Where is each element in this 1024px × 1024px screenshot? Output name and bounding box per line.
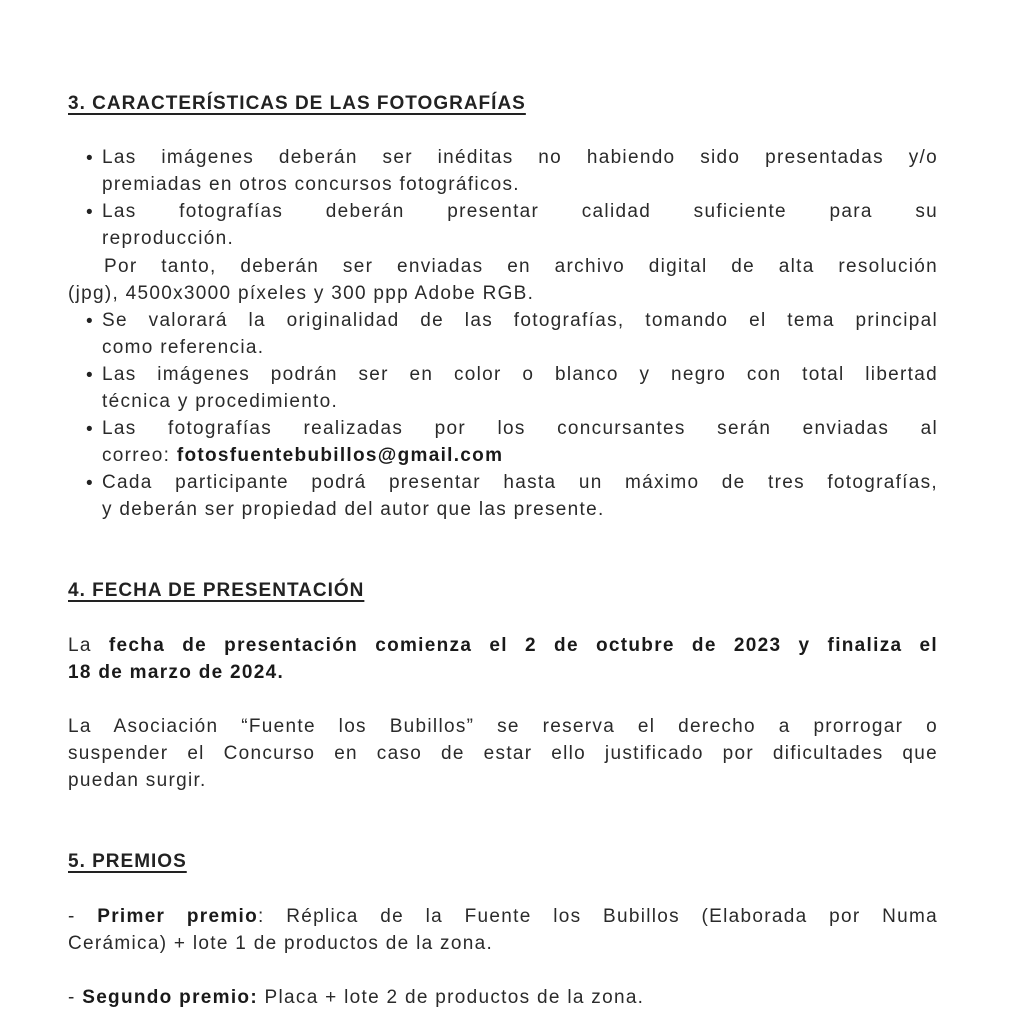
bullet-text-line: Las fotografías realizadas por los concursantes serán enviadas al [102,418,938,439]
prize-line [68,987,644,1009]
paragraph-prefix: La [68,635,109,656]
bullet-text-line: premiadas en otros concursos fotográficos. [102,174,520,195]
prize-label: Segundo premio: [82,987,258,1008]
bullet-icon: • [86,473,93,494]
paragraph-line: La Asociación “Fuente los Bubillos” se reserva el derecho a prorrogar o [68,716,938,737]
email-link[interactable]: fotosfuentebubillos@gmail.com [176,445,504,466]
paragraph-line [68,662,284,684]
prize-text: : Réplica de la Fuente los Bubillos (Elaborada por Numa [258,906,938,927]
paragraph-line: puedan surgir. [68,770,207,791]
bullet-text-line: Las imágenes deberán ser inéditas no habiendo sido presentadas y/o [102,147,938,168]
bullet-text-line: técnica y procedimiento. [102,391,339,412]
section-5-heading: 5. PREMIOS [68,851,187,872]
prize-dash: - [68,906,98,927]
bullet-text-line: Se valorará la originalidad de las fotografías, tomando el tema principal [102,310,938,331]
note-line: (jpg), 4500x3000 píxeles y 300 ppp Adobe RGB. [68,283,535,304]
note-line: Por tanto, deberán ser enviadas en archivo digital de alta resolución [104,256,938,277]
bullet-text-line: Las imágenes podrán ser en color o blanco y negro con total libertad [102,364,938,385]
prize-label: Primer premio [97,906,259,927]
bullet-text-line: como referencia. [102,337,265,358]
bullet-icon: • [86,365,93,386]
prize-text: Placa + lote 2 de productos de la zona. [257,987,645,1008]
bullet-text-line: y deberán ser propiedad del autor que las presente. [102,499,605,520]
prize-line: Cerámica) + lote 1 de productos de la zona. [68,933,494,954]
paragraph-bold-text: fecha de presentación comienza el 2 de octubre de 2023 y finaliza el [108,635,938,656]
prize-dash: - [68,987,83,1008]
email-label: correo: [102,445,177,466]
paragraph-bold-text: 18 de marzo de 2024. [68,662,285,683]
bullet-icon: • [86,311,93,332]
section-4-heading: 4. FECHA DE PRESENTACIÓN [68,580,365,601]
bullet-icon: • [86,419,93,440]
bullet-icon: • [86,148,93,169]
section-3-heading: 3. CARACTERÍSTICAS DE LAS FOTOGRAFÍAS [68,93,526,114]
paragraph-line [68,635,938,657]
prize-line [68,906,938,928]
bullet-text-line: reproducción. [102,228,235,249]
paragraph-line: suspender el Concurso en caso de estar ello justificado por dificultades que [68,743,938,764]
bullet-icon: • [86,202,93,223]
bullet-text-line: Cada participante podrá presentar hasta un máximo de tres fotografías, [102,472,938,493]
bullet-text-line [102,445,503,467]
bullet-text-line: Las fotografías deberán presentar calidad suficiente para su [102,201,938,222]
